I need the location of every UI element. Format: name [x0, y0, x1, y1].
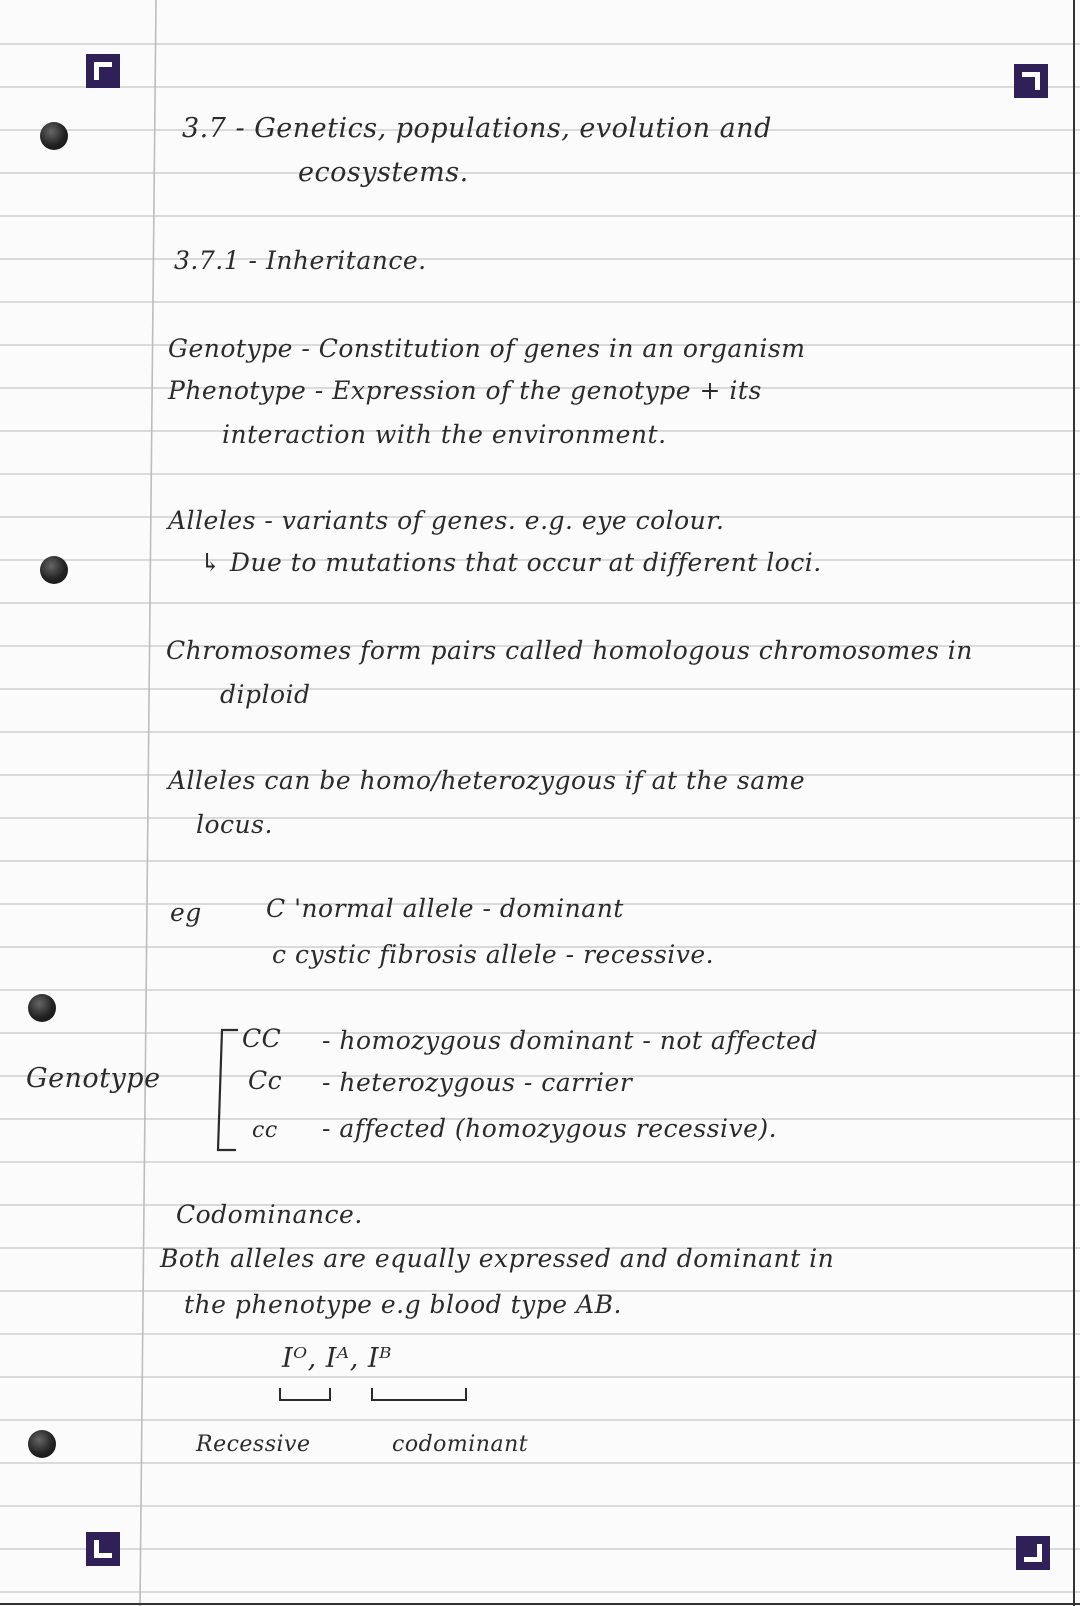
- phenotype-definition: Phenotype - Expression of the genotype + its: [168, 376, 762, 405]
- genotype-row-code: cc: [252, 1118, 278, 1143]
- example-label: eg: [170, 898, 202, 927]
- codominance-note: Both alleles are equally expressed and dominant in: [160, 1244, 835, 1273]
- codominance-title: Codominance.: [176, 1200, 363, 1229]
- codominance-note-cont: the phenotype e.g blood type AB.: [184, 1290, 622, 1319]
- blood-alleles: Iᴼ, Iᴬ, Iᴮ: [282, 1343, 393, 1374]
- corner-marker-bottom-left: [86, 1532, 120, 1566]
- page-title-cont: ecosystems.: [298, 157, 469, 188]
- chromosomes-note: Chromosomes form pairs called homologous chromosomes in: [166, 636, 973, 665]
- genotype-row-desc: - affected (homozygous recessive).: [322, 1114, 778, 1143]
- recessive-label: Recessive: [196, 1432, 311, 1457]
- zygous-note: Alleles can be homo/heterozygous if at the same: [168, 766, 806, 795]
- genotype-row-desc: - heterozygous - carrier: [322, 1068, 633, 1097]
- genotype-definition: Genotype - Constitution of genes in an organism: [168, 334, 806, 363]
- genotype-label: Genotype: [26, 1063, 161, 1094]
- section-heading: 3.7.1 - Inheritance.: [174, 246, 427, 275]
- binder-hole: [28, 1430, 56, 1458]
- binder-hole: [40, 556, 68, 584]
- alleles-note: Alleles - variants of genes. e.g. eye colour.: [168, 506, 725, 535]
- phenotype-definition-cont: interaction with the environment.: [222, 420, 667, 449]
- codominant-label: codominant: [392, 1432, 529, 1457]
- allele-brackets: [270, 1384, 480, 1408]
- genotype-row-code: CC: [242, 1024, 282, 1053]
- zygous-note-cont: locus.: [196, 810, 273, 839]
- genotype-row-desc: - homozygous dominant - not affected: [322, 1026, 818, 1055]
- corner-marker-top-left: [86, 54, 120, 88]
- corner-marker-top-right: [1014, 64, 1048, 98]
- example-recessive: c cystic fibrosis allele - recessive.: [272, 940, 715, 969]
- binder-hole: [28, 994, 56, 1022]
- example-dominant: C 'normal allele - dominant: [266, 894, 624, 923]
- corner-marker-bottom-right: [1016, 1536, 1050, 1570]
- page-title: 3.7 - Genetics, populations, evolution and: [182, 113, 772, 144]
- binder-hole: [40, 122, 68, 150]
- alleles-note-cont: ↳ Due to mutations that occur at different loci.: [200, 548, 822, 577]
- genotype-row-code: Cc: [248, 1066, 283, 1095]
- genotype-bracket: [212, 1020, 242, 1160]
- chromosomes-note-cont: diploid: [220, 680, 311, 709]
